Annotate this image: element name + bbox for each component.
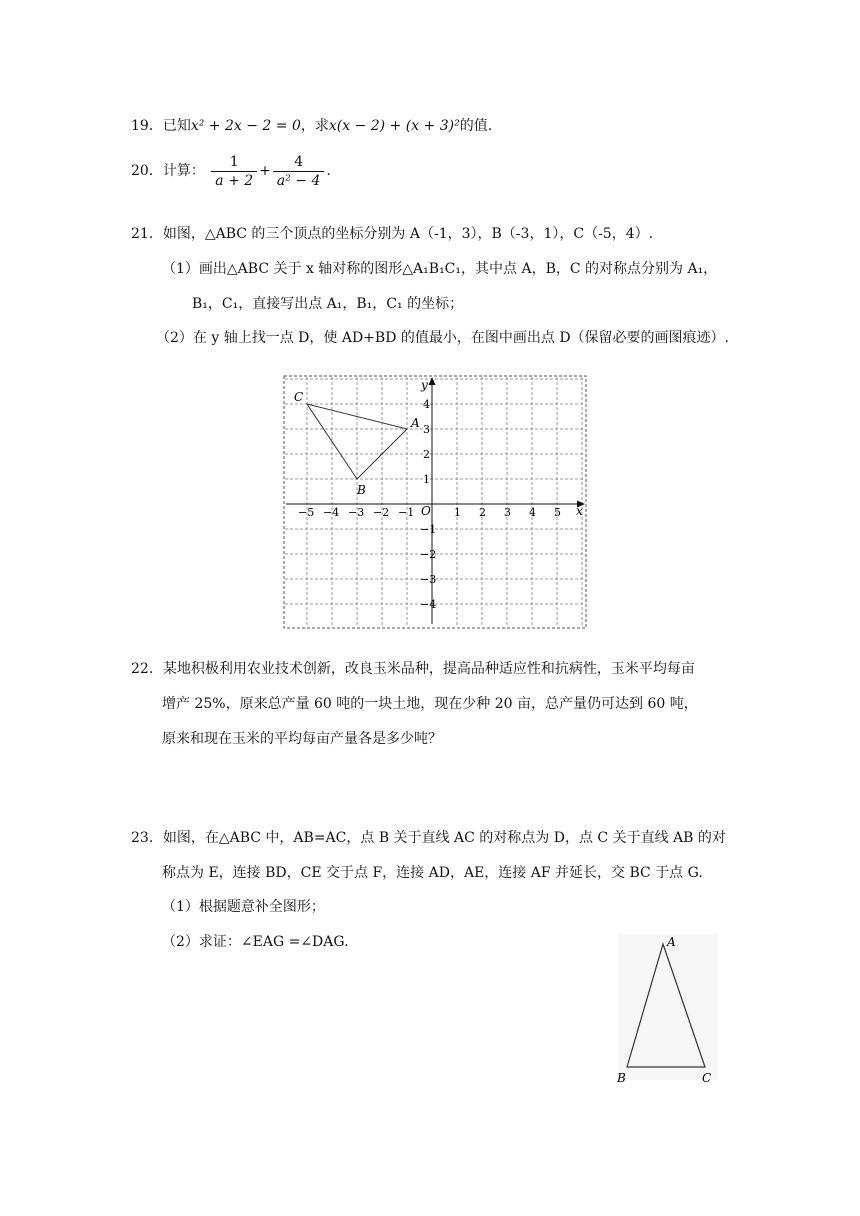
question-21-part-2: （2）在 y 轴上找一点 D，使 AD+BD 的值最小，在图中画出点 D（保留必要的画图痕迹）.: [156, 330, 729, 346]
expression: x(x − 2) + (x + 3)²: [328, 118, 460, 134]
equation: x² + 2x − 2 = 0: [190, 118, 301, 134]
question-23-part-1: （1）根据题意补全图形；: [162, 899, 325, 915]
x-tick-label: −2: [373, 506, 390, 519]
question-number: 23．: [131, 830, 163, 846]
vertex-label-b: B: [617, 1071, 626, 1085]
origin-label: O: [421, 504, 431, 518]
fraction-denominator: a + 2: [215, 172, 254, 189]
question-text: 如图，在△ABC 中，AB=AC，点 B 关于直线 AC 的对称点为 D，点 C 关于直线 AB 的对: [162, 830, 726, 846]
question-text: 某地积极利用农业技术创新，改良玉米品种，提高品种适应性和抗病性，玉米平均每亩: [162, 661, 695, 677]
x-tick-label: −3: [348, 506, 365, 519]
question-23-line-2: 称点为 E，连接 BD，CE 交于点 F，连接 AD，AE，连接 AF 并延长，交 BC 于点 G.: [162, 865, 703, 881]
question-number: 19．: [131, 118, 163, 134]
question-text: 的值.: [459, 118, 493, 134]
plus-sign: +: [259, 163, 271, 179]
y-tick-label: −2: [420, 548, 437, 561]
y-tick-label: −1: [420, 523, 437, 536]
question-20: [131, 152, 331, 190]
x-tick-label: −1: [398, 506, 415, 519]
question-text: .: [326, 163, 331, 179]
question-21: [131, 224, 653, 244]
y-tick-label: −4: [420, 598, 437, 611]
y-axis-label: y: [421, 378, 428, 392]
x-tick-label: −5: [298, 506, 315, 519]
y-tick-label: 1: [423, 473, 430, 486]
question-number: 20．: [131, 163, 163, 179]
question-21-part-1-line-1: （1）画出△ABC 关于 x 轴对称的图形△A₁B₁C₁，其中点 A，B，C 的对称点分别为 A₁，: [162, 261, 718, 277]
question-22-line-3: 原来和现在玉米的平均每亩产量各是多少吨？: [162, 731, 442, 747]
fraction-2: [273, 153, 325, 190]
fraction-numerator: 4: [273, 153, 325, 172]
y-tick-label: −3: [420, 573, 437, 586]
y-tick-label: 4: [423, 398, 430, 411]
grid-border: [284, 376, 586, 628]
y-axis-arrow-icon: [429, 377, 436, 385]
isosceles-triangle-figure: [612, 932, 722, 1086]
y-tick-label: 3: [423, 423, 430, 436]
fraction-1: [211, 153, 257, 190]
question-text: ，求: [300, 118, 329, 134]
question-text: 计算：: [162, 163, 205, 179]
question-text: 已知: [162, 118, 191, 134]
figure-background: [618, 934, 718, 1080]
x-tick-label: 1: [454, 506, 461, 519]
fraction-numerator: 1: [211, 153, 257, 172]
question-23-part-2: （2）求证：∠EAG =∠DAG.: [162, 934, 349, 950]
x-tick-label: −4: [323, 506, 340, 519]
coordinate-grid-figure: [282, 372, 592, 634]
fraction-denominator: a² − 4: [276, 172, 321, 189]
question-21-part-1-line-2: B₁，C₁，直接写出点 A₁，B₁，C₁ 的坐标；: [192, 296, 464, 312]
vertex-label-a: A: [667, 935, 676, 949]
vertex-label-a: A: [411, 416, 420, 430]
question-22-line-1: [131, 659, 695, 679]
question-number: 22．: [131, 661, 163, 677]
vertex-label-b: B: [357, 483, 366, 497]
vertex-label-c: C: [294, 390, 304, 404]
question-19: [131, 116, 492, 136]
question-stem: 如图，△ABC 的三个顶点的坐标分别为 A（-1，3），B（-3，1），C（-5，4）.: [162, 226, 654, 242]
x-tick-label: 5: [554, 506, 561, 519]
x-tick-label: 3: [504, 506, 511, 519]
gridlines: [285, 377, 585, 627]
vertex-label-c: C: [702, 1071, 712, 1085]
question-number: 21．: [131, 226, 163, 242]
question-23-line-1: [131, 828, 726, 848]
x-tick-label: 2: [479, 506, 486, 519]
y-tick-label: 2: [423, 448, 430, 461]
question-22-line-2: 增产 25%，原来总产量 60 吨的一块土地，现在少种 20 亩，总产量仍可达到 60 吨，: [162, 696, 698, 712]
x-tick-label: 4: [529, 506, 536, 519]
x-axis-label: x: [576, 504, 583, 518]
